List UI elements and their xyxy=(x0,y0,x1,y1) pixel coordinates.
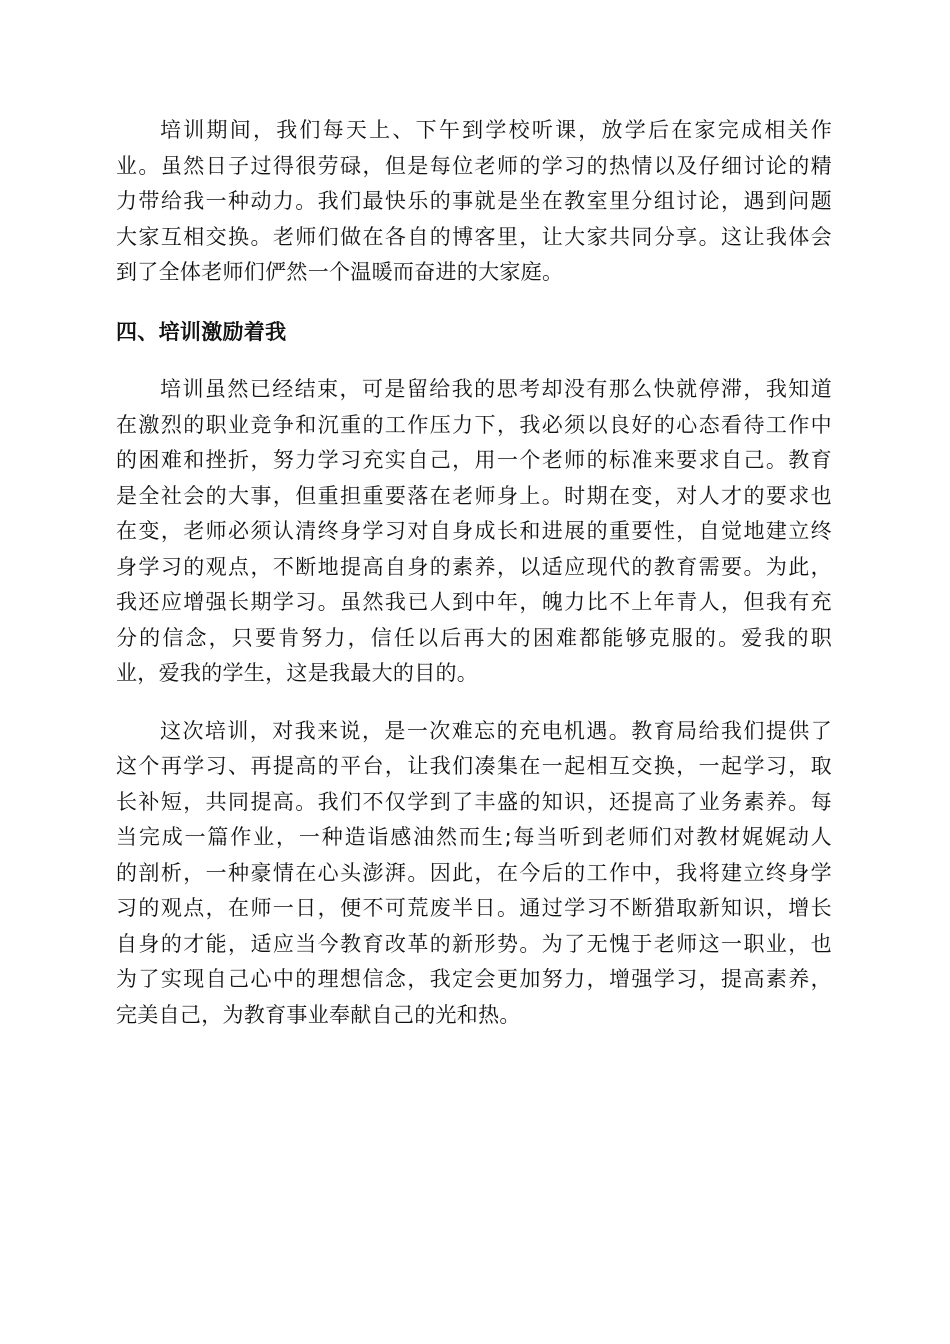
paragraph-training-motivation xyxy=(116,372,832,692)
text-line: 是全社会的大事，但重担重要落在老师身上。时期在变，对人才的要求也 xyxy=(116,483,832,508)
text-line: 到了全体老师们俨然一个温暖而奋进的大家庭。 xyxy=(116,260,564,284)
text-line: 我还应增强长期学习。虽然我已人到中年，魄力比不上年青人，但我有充 xyxy=(116,590,832,614)
text-line: 分的信念，只要肯努力，信任以后再大的困难都能够克服的。爱我的职 xyxy=(116,625,832,650)
paragraph-training-period xyxy=(116,113,832,291)
text-line: 大家互相交换。老师们做在各自的博客里，让大家共同分享。这让我体会 xyxy=(116,224,832,249)
text-line: 力带给我一种动力。我们最快乐的事就是坐在教室里分组讨论，遇到问题 xyxy=(116,189,832,213)
text-line: 培训虽然已经结束，可是留给我的思考却没有那么快就停滞，我知道 xyxy=(160,377,832,401)
text-line: 当完成一篇作业，一种造诣感油然而生;每当听到老师们对教材娓娓动人 xyxy=(116,825,832,849)
text-line: 为了实现自己心中的理想信念，我定会更加努力，增强学习，提高素养， xyxy=(116,967,832,991)
text-line: 的剖析，一种豪情在心头澎湃。因此，在今后的工作中，我将建立终身学 xyxy=(116,860,832,885)
document-body xyxy=(116,113,832,1033)
text-line: 这次培训，对我来说，是一次难忘的充电机遇。教育局给我们提供了 xyxy=(160,718,832,743)
text-line: 习的观点，在师一日，便不可荒废半日。通过学习不断猎取新知识，增长 xyxy=(116,896,832,920)
text-line: 在变，老师必须认清终身学习对自身成长和进展的重要性，自觉地建立终 xyxy=(116,519,832,543)
section-heading: 四、培训激励着我 xyxy=(116,319,287,344)
text-line: 业，爱我的学生，这是我最大的目的。 xyxy=(116,661,479,685)
text-line: 培训期间，我们每天上、下午到学校听课，放学后在家完成相关作 xyxy=(160,118,832,142)
text-line: 长补短，共同提高。我们不仅学到了丰盛的知识，还提高了业务素养。每 xyxy=(116,789,832,814)
paragraph-conclusion xyxy=(116,714,832,1034)
text-line: 业。虽然日子过得很劳碌，但是每位老师的学习的热情以及仔细讨论的精 xyxy=(116,153,832,178)
text-line: 自身的才能，适应当今教育改革的新形势。为了无愧于老师这一职业，也 xyxy=(116,931,832,956)
text-line: 的困难和挫折，努力学习充实自己，用一个老师的标准来要求自己。教育 xyxy=(116,448,832,472)
text-line: 完美自己，为教育事业奉献自己的光和热。 xyxy=(116,1002,521,1027)
text-line: 在激烈的职业竞争和沉重的工作压力下，我必须以良好的心态看待工作中 xyxy=(116,412,832,437)
text-line: 身学习的观点，不断地提高自身的素养，以适应现代的教育需要。为此， xyxy=(116,554,832,579)
text-line: 这个再学习、再提高的平台，让我们凑集在一起相互交换，一起学习，取 xyxy=(116,754,832,778)
